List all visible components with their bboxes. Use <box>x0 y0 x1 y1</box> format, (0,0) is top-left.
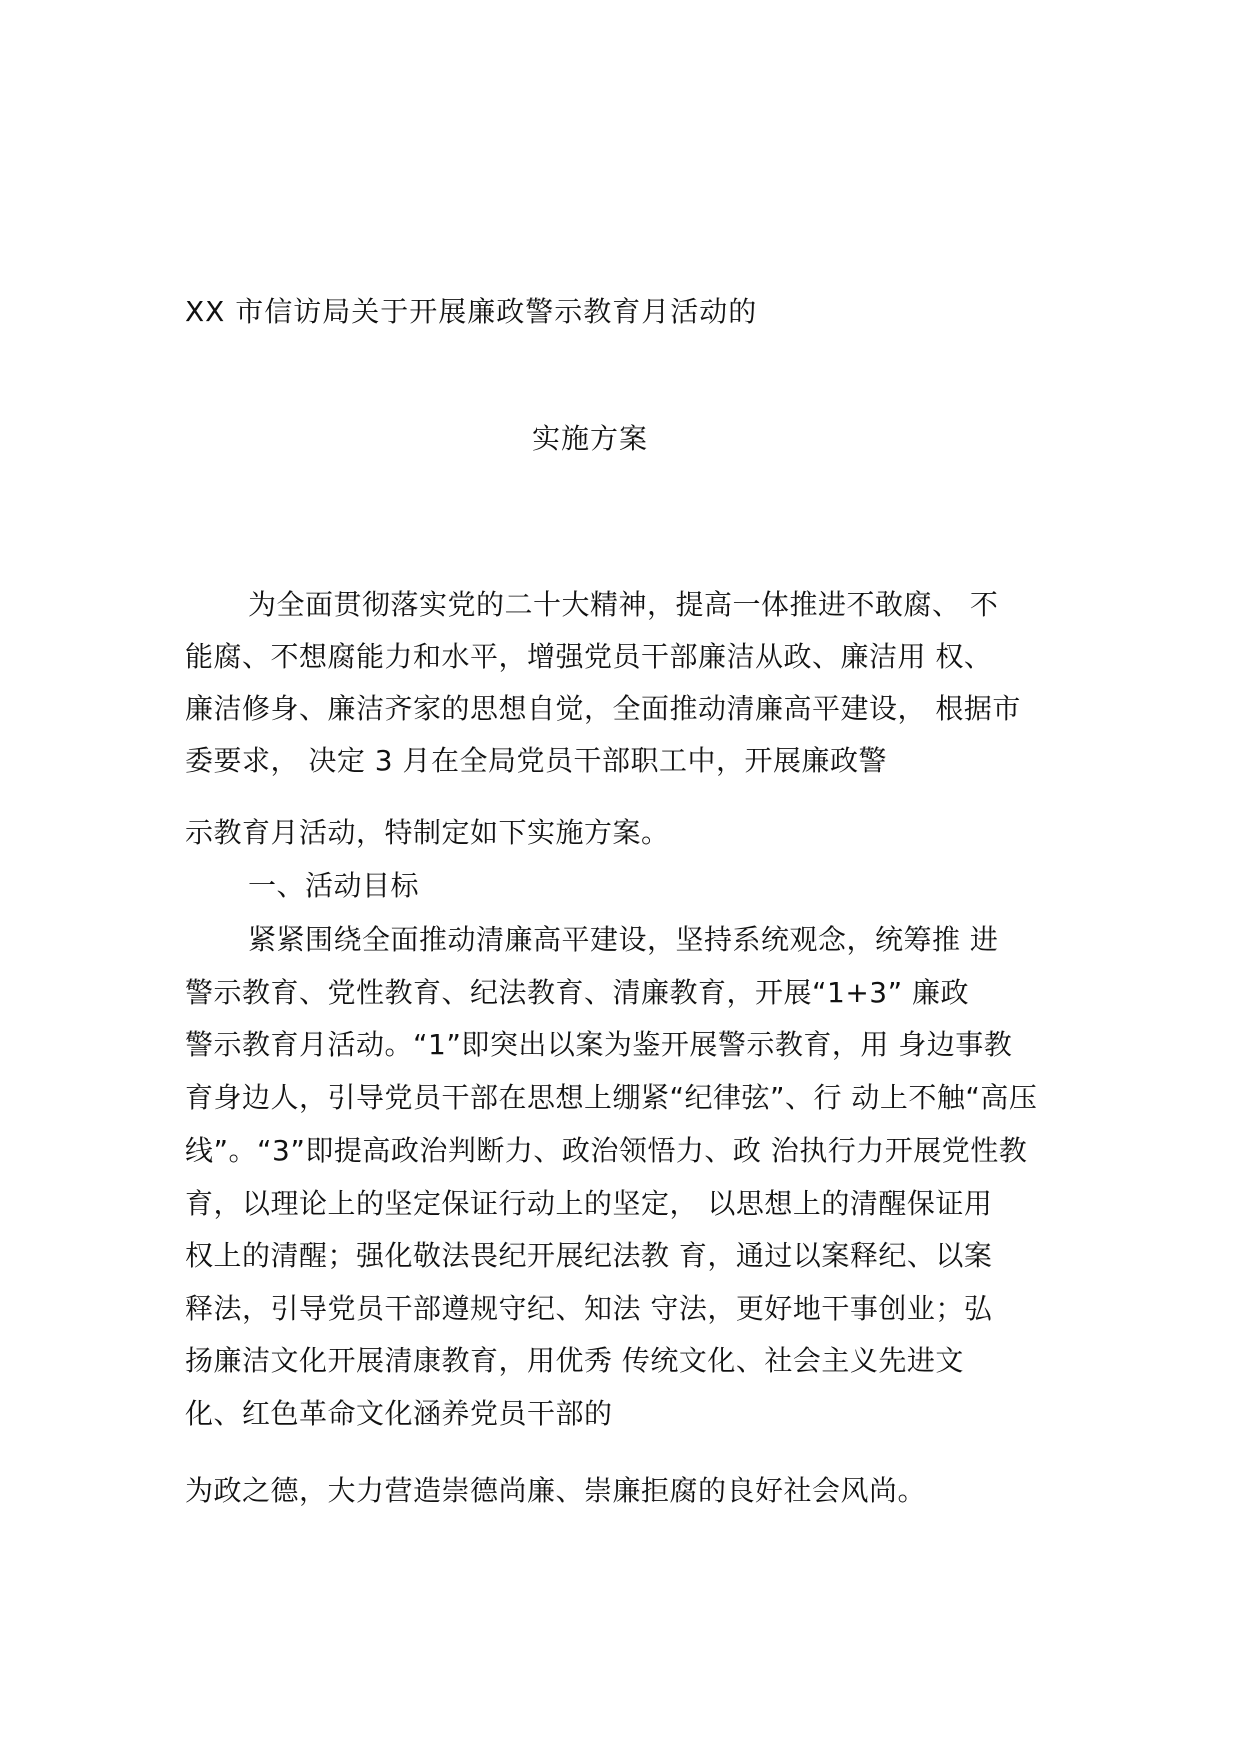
paragraph-line: 示教育月活动，特制定如下实施方案。 <box>185 816 670 849</box>
paragraph-line: 线”。“3”即提高政治判断力、政治领悟力、政 治执行力开展党性教 <box>185 1134 1028 1167</box>
paragraph-line: 扬廉洁文化开展清康教育，用优秀 传统文化、社会主义先进文 <box>185 1344 964 1377</box>
section-heading: 一、活动目标 <box>248 869 420 902</box>
paragraph-line: 警示教育、党性教育、纪法教育、清廉教育，开展“1+3” 廉政 <box>185 976 970 1009</box>
paragraph-line: 育身边人，引导党员干部在思想上绷紧“纪律弦”、行 动上不触“高压 <box>185 1081 1038 1114</box>
paragraph-line: 能腐、不想腐能力和水平，增强党员干部廉洁从政、廉洁用 权、 <box>185 640 993 673</box>
paragraph-line: 警示教育月活动。“1”即突出以案为鉴开展警示教育，用 身边事教 <box>185 1028 1013 1061</box>
paragraph-line: 权上的清醒；强化敬法畏纪开展纪法教 育，通过以案释纪、以案 <box>185 1239 993 1272</box>
paragraph-line: 紧紧围绕全面推动清廉高平建设，坚持系统观念，统筹推 进 <box>248 923 999 956</box>
document-title-line2: 实施方案 <box>531 422 648 455</box>
paragraph-line: 化、红色革命文化涵养党员干部的 <box>185 1397 613 1430</box>
paragraph-line: 为全面贯彻落实党的二十大精神，提高一体推进不敢腐、 不 <box>248 588 999 621</box>
paragraph-line: 委要求， 决定 3 月在全局党员干部职工中，开展廉政警 <box>185 744 888 777</box>
document-title-line1: XX 市信访局关于开展廉政警示教育月活动的 <box>185 295 758 328</box>
paragraph-line: 廉洁修身、廉洁齐家的思想自觉，全面推动清廉高平建设， 根据市 <box>185 692 1021 725</box>
paragraph-line: 为政之德，大力营造崇德尚廉、崇廉拒腐的良好社会风尚。 <box>185 1474 927 1507</box>
paragraph-line: 育，以理论上的坚定保证行动上的坚定， 以思想上的清醒保证用 <box>185 1187 993 1220</box>
paragraph-line: 释法，引导党员干部遵规守纪、知法 守法，更好地干事创业；弘 <box>185 1292 993 1325</box>
